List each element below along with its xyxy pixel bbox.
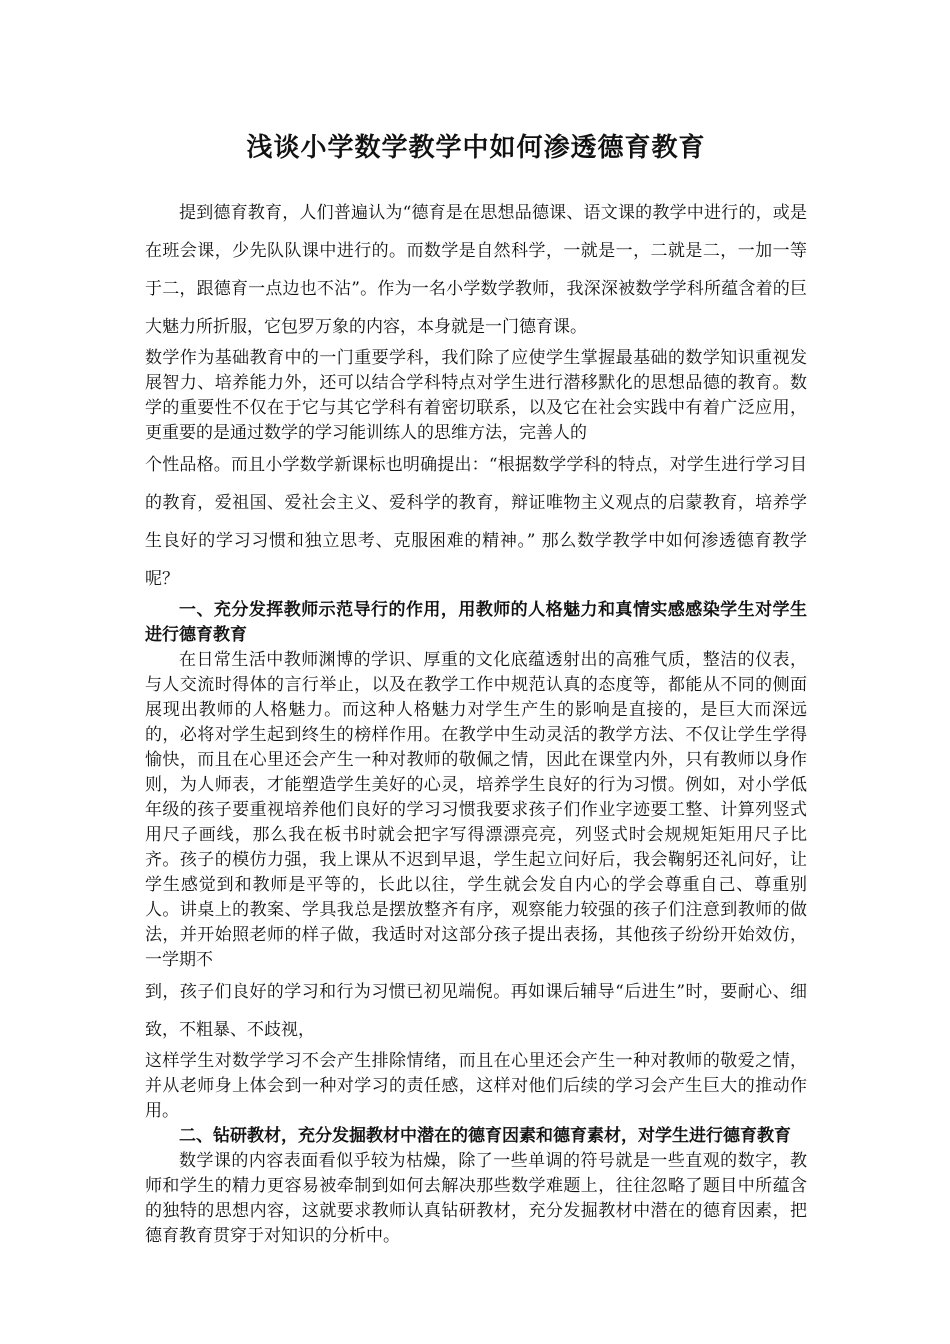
intro-paragraph-part-1: 提到德育教育，人们普遍认为“德育是在思想品德课、语文课的教学中进行的，或是在班会课，少先队队课中进行的。而数学是自然科学，一就是一，二就是二，一加一等于二，跟德育一点边也不沾”。作为一名小学数学教师，我深深被数学学科所蕴含着的巨大魅力所折服，它包罗万象的内容，本身就是一门德育课。 <box>145 203 807 337</box>
document-title: 浅谈小学数学教学中如何渗透德育教育 <box>246 133 706 163</box>
section-1-paragraph-part-1: 在日常生活中教师渊博的学识、厚重的文化底蕴透射出的高雅气质，整洁的仪表，与人交流时得体的言行举止，以及在教学工作中规范认真的态度等，都能从不同的侧面展现出教师的人格魅力。而这种人格魅力对学生产生的影响是直接的，是巨大而深远的，必将对学生起到终生的榜样作用。在教学中生动灵活的教学方法、不仅让学生学得愉快，而且在心里还会产生一种对教师的敬佩之情，因此在课堂内外，只有教师以身作则，为人师表，才能塑造学生美好的心灵，培养学生良好的行为习惯。例如，对小学低年级的孩子要重视培养他们良好的学习习惯我要求孩子们作业字迹要工整、计算列竖式用尺子画线，那么我在板书时就会把字写得漂漂亮亮，列竖式时会规规矩矩用尺子比齐。孩子的模仿力强，我上课从不迟到早退，学生起立问好后，我会鞠躬还礼问好，让学生感觉到和教师是平等的，长此以往，学生就会发自内心的学会尊重自己、尊重别人。讲桌上的教案、学具我总是摆放整齐有序，观察能力较强的孩子们注意到教师的做法，并开始照老师的样子做，我适时对这部分孩子提出表扬，其他孩子纷纷开始效仿，一学期不 <box>145 650 807 970</box>
document-page <box>145 130 807 1249</box>
section-1-heading: 一、充分发挥教师示范导行的作用，用教师的人格魅力和真情实感感染学生对学生进行德育教育 <box>145 600 807 645</box>
intro-paragraph-part-2: 数学作为基础教育中的一门重要学科，我们除了应使学生掌握最基础的数学知识重视发展智力、培养能力外，还可以结合学科特点对学生进行潜移默化的思想品德的教育。数学的重要性不仅在于它与其它学科有着密切联系，以及它在社会实践中有着广泛应用，更重要的是通过数学的学习能训练人的思维方法，完善人的 <box>145 348 807 443</box>
section-2-paragraph: 数学课的内容表面看似乎较为枯燥，除了一些单调的符号就是一些直观的数字，教师和学生的精力更容易被牵制到如何去解决那些数学难题上，往往忽略了题目中所蕴含的独特的思想内容，这就要求教师认真钻研教材，充分发掘教材中潜在的德育因素，把德育教育贯穿于对知识的分析中。 <box>145 1151 807 1246</box>
section-1-paragraph-part-2: 到，孩子们良好的学习和行为习惯已初见端倪。再如课后辅导“后进生”时，要耐心、细致，不粗暴、不歧视， <box>145 982 807 1040</box>
intro-paragraph-part-3: 个性品格。而且小学数学新课标也明确提出：“根据数学学科的特点，对学生进行学习目的教育，爱祖国、爱社会主义、爱科学的教育，辩证唯物主义观点的启蒙教育，培养学生良好的学习习惯和独立思考、克服困难的精神。” 那么数学教学中如何渗透德育教学呢？ <box>145 455 807 589</box>
section-2-heading: 二、钻研教材，充分发掘教材中潜在的德育因素和德育素材，对学生进行德育教育 <box>179 1126 791 1146</box>
section-1-paragraph-part-3: 这样学生对数学学习不会产生排除情绪，而且在心里还会产生一种对教师的敬爱之情，并从老师身上体会到一种对学习的责任感，这样对他们后续的学习会产生巨大的推动作用。 <box>145 1051 807 1121</box>
